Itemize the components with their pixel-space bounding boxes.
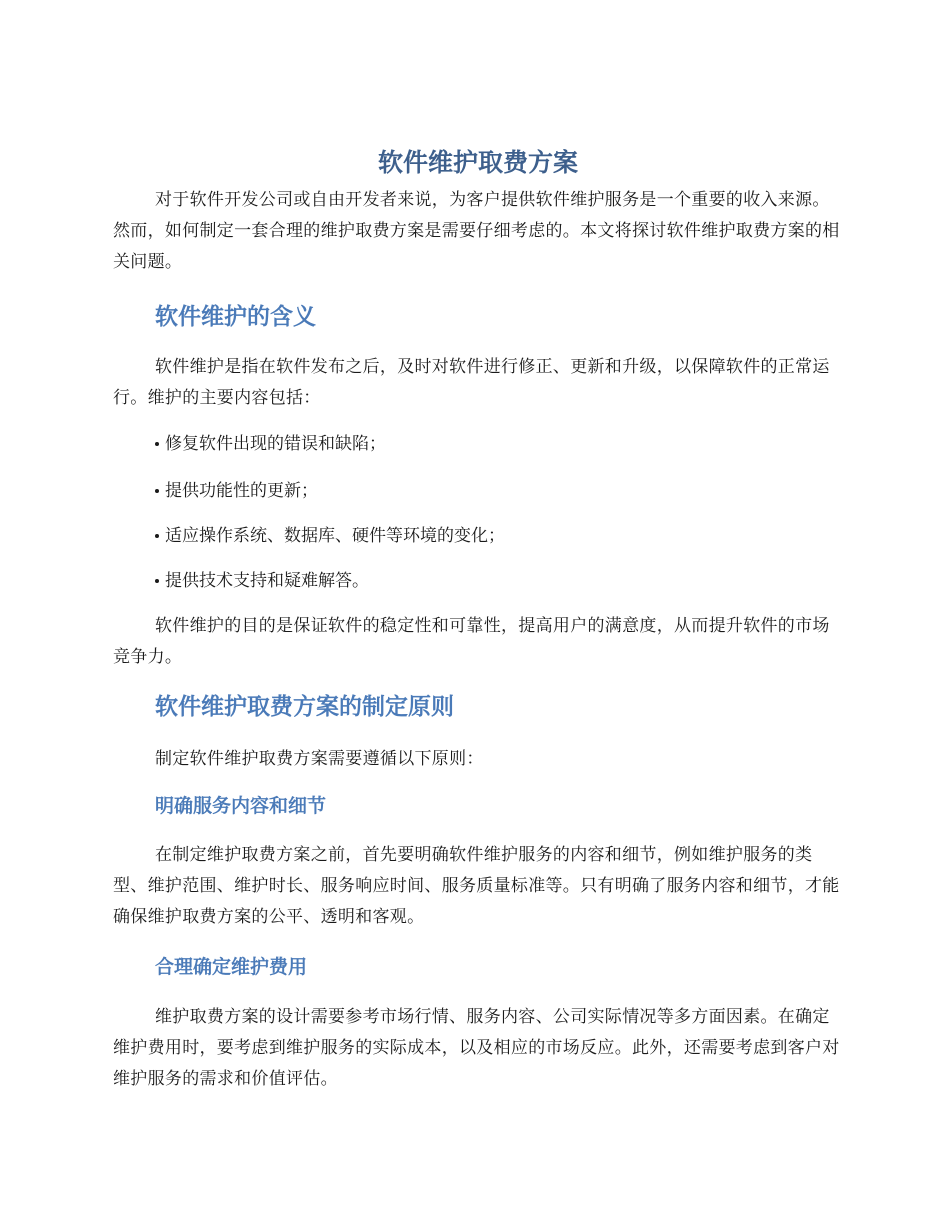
page-title: 软件维护取费方案 — [377, 148, 578, 177]
bullet-icon — [155, 442, 159, 446]
bullet-icon — [155, 579, 159, 583]
list-item-text: 提供功能性的更新； — [165, 481, 318, 501]
bullet-icon — [155, 534, 159, 538]
purpose-paragraph: 软件维护的目的是保证软件的稳定性和可靠性，提高用户的满意度，从而提升软件的市场竞争力。 — [113, 616, 830, 667]
content-paragraph: 在制定维护取费方案之前，首先要明确软件维护服务的内容和细节，例如维护服务的类型、维护范围、维护时长、服务响应时间、服务质量标准等。只有明确了服务内容和细节，才能确保维护取费方案的公平、透明和客观。 — [113, 845, 840, 927]
list-item-text: 修复软件出现的错误和缺陷； — [165, 434, 386, 454]
meaning-paragraph: 软件维护是指在软件发布之后，及时对软件进行修正、更新和升级，以保障软件的正常运行。维护的主要内容包括： — [113, 357, 830, 408]
subsection-heading-content: 明确服务内容和细节 — [155, 795, 327, 817]
principles-paragraph: 制定软件维护取费方案需要遵循以下原则： — [155, 749, 484, 769]
list-item — [155, 477, 318, 505]
subsection-heading-fees: 合理确定维护费用 — [155, 956, 308, 978]
list-item — [155, 430, 386, 458]
fees-paragraph: 维护取费方案的设计需要参考市场行情、服务内容、公司实际情况等多方面因素。在确定维护费用时，要考虑到维护服务的实际成本，以及相应的市场反应。此外，还需要考虑到客户对维护服务的需求和价值评估。 — [113, 1007, 840, 1089]
list-item — [155, 567, 369, 595]
section-heading-principles: 软件维护取费方案的制定原则 — [155, 694, 454, 720]
list-item — [155, 522, 505, 550]
section-heading-meaning: 软件维护的含义 — [155, 304, 316, 330]
list-item-text: 适应操作系统、数据库、硬件等环境的变化； — [165, 526, 505, 546]
intro-paragraph: 对于软件开发公司或自由开发者来说，为客户提供软件维护服务是一个重要的收入来源。然而，如何制定一套合理的维护取费方案是需要仔细考虑的。本文将探讨软件维护取费方案的相关问题。 — [113, 190, 840, 272]
bullet-icon — [155, 489, 159, 493]
list-item-text: 提供技术支持和疑难解答。 — [165, 571, 369, 591]
